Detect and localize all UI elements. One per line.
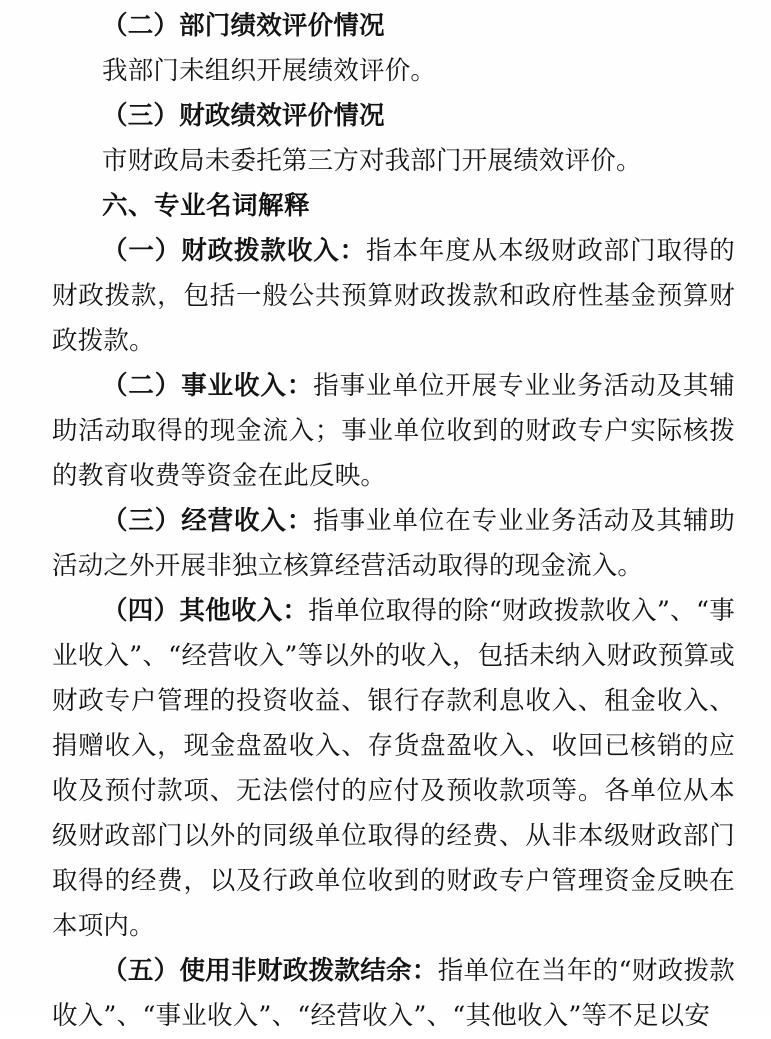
term-label-non-fiscal-surplus: （五）使用非财政拨款结余： [102, 956, 438, 986]
paragraph-dept-performance-evaluation: 我部门未组织开展绩效评价。 [102, 56, 437, 86]
term-text-other-income: 指单位取得的除“财政拨款收入”、“事业收入”、“经营收入”等以外的收入，包括未纳入财政预算或财政专户管理的投资收益、银行存款利息收入、租金收入、捐赠收入，现金盘盈收入、存货盘盈收入、收回已核销的应收及预付款项、无法偿付的应付及预收款项等。各单位从本级财政部门以外的同级单位取得的经费、从非本级财政部门取得的经费，以及行政单位收到的财政专户管理资金反映在本项内。 [52, 596, 735, 941]
paragraph-term-operating-income [52, 499, 735, 589]
term-label-fiscal-appropriation-income: （一）财政拨款收入： [102, 236, 367, 266]
term-label-operating-income: （三）经营收入： [102, 506, 314, 536]
term-label-business-income: （二）事业收入： [102, 371, 314, 401]
section-heading-terminology: 六、专业名词解释 [102, 191, 311, 221]
term-text-fiscal-appropriation-income: 指本年度从本级财政部门取得的财政拨款，包括一般公共预算财政拨款和政府性基金预算财政拨款。 [52, 236, 735, 356]
term-label-other-income: （四）其他收入： [102, 596, 309, 626]
document-body [52, 4, 735, 1039]
paragraph-term-fiscal-appropriation-income [52, 229, 735, 364]
paragraph-term-business-income [52, 364, 735, 499]
paragraph-term-other-income [52, 589, 735, 949]
section-heading-fiscal-performance-evaluation: （三）财政绩效评价情况 [102, 101, 385, 131]
term-text-operating-income: 指事业单位在专业业务活动及其辅助活动之外开展非独立核算经营活动取得的现金流入。 [52, 506, 735, 581]
term-text-business-income: 指事业单位开展专业业务活动及其辅助活动取得的现金流入；事业单位收到的财政专户实际核拨的教育收费等资金在此反映。 [52, 371, 735, 491]
term-text-non-fiscal-surplus: 指单位在当年的“财政拨款收入”、“事业收入”、“经营收入”、“其他收入”等不足以安 [52, 956, 735, 1031]
paragraph-term-non-fiscal-surplus [52, 949, 735, 1039]
section-heading-dept-performance-evaluation: （二）部门绩效评价情况 [102, 11, 385, 41]
paragraph-fiscal-performance-evaluation: 市财政局未委托第三方对我部门开展绩效评价。 [102, 146, 642, 176]
